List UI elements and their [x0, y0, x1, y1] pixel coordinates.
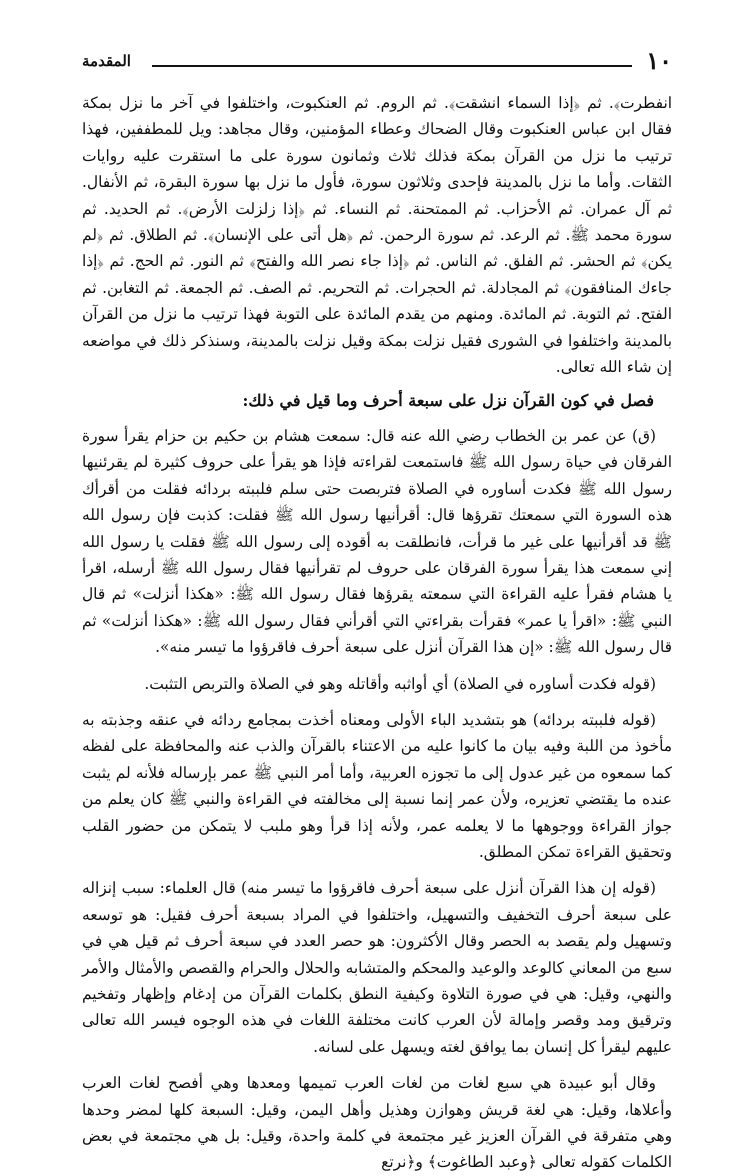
section-heading: فصل في كون القرآن نزل على سبعة أحرف وما قيل في ذلك:	[242, 391, 654, 411]
header-rule	[152, 65, 632, 67]
page-number: ١٠	[646, 46, 672, 75]
section-title: المقدمة	[82, 52, 131, 70]
paragraph-hadith-umar: (ق) عن عمر بن الخطاب رضي الله عنه قال: سمعت هشام بن حكيم بن حزام يقرأ سورة الفرقان في حياة رسول الله ﷺ فاستمعت لقراءته فإذا هو يقرأ على حروف كثيرة لم يقرئنيها رسول الله ﷺ فكدت أساوره في الصلاة فتربصت حتى سلم فلببته بردائه فقلت من أقرأك هذه السورة التي سمعتك تقرؤها قال: أقرأنيها رسول الله ﷺ فقلت: كذبت فإن رسول الله ﷺ قد أقرأنيها على غير ما قرأت، فانطلقت به أقوده إلى رسول الله ﷺ فقلت يا رسول الله إني سمعت هذا يقرأ سورة الفرقان على حروف لم تقرأنيها فقال رسول الله ﷺ أرسله، اقرأ يا هشام فقرأ عليه القراءة التي سمعته يقرؤها فقال رسول الله ﷺ: «هكذا أنزلت» ثم قال النبي ﷺ: «اقرأ يا عمر» فقرأت بقراءتي التي أقرأني فقال رسول الله ﷺ: «هكذا أنزلت» ثم قال رسول الله ﷺ: «إن هذا القرآن أنزل على سبعة أحرف فاقرؤوا ما تيسر منه».	[82, 426, 672, 657]
body-text	[82, 90, 672, 1176]
paragraph-makki-madani-order: انفطرت﴾. ثم ﴿إذا السماء انشقت﴾. ثم الروم. ثم العنكبوت، واختلفوا في آخر ما نزل بمكة فقال ابن عباس العنكبوت وقال الضحاك وعطاء المؤمنين، وقال مجاهد: ويل للمطففين، فهذا ترتيب ما نزل من القرآن بمكة فذلك ثلاث وثمانون سورة على ما استقرت عليه روايات الثقات. وأما ما نزل بالمدينة فإحدى وثلاثون سورة، فأول ما نزل بها سورة البقرة، ثم الأنفال. ثم آل عمران. ثم الأحزاب. ثم الممتحنة. ثم النساء. ثم ﴿إذا زلزلت الأرض﴾. ثم الحديد. ثم سورة محمد ﷺ. ثم الرعد. ثم سورة الرحمن. ثم ﴿هل أتى على الإنسان﴾. ثم الطلاق. ثم ﴿لم يكن﴾ ثم الحشر. ثم الفلق. ثم الناس. ثم ﴿إذا جاء نصر الله والفتح﴾ ثم النور. ثم الحج. ثم ﴿إذا جاءك المنافقون﴾ ثم المجادلة. ثم الحجرات. ثم التحريم. ثم الصف. ثم الجمعة. ثم التغابن. ثم الفتح. ثم التوبة. ثم المائدة. ومنهم من يقدم المائدة على التوبة فهذا ترتيب ما نزل من القرآن بالمدينة واختلفوا في الشورى فقيل نزلت بمكة وقيل نزلت بالمدينة، وسنذكر ذلك في مواضعه إن شاء الله تعالى.	[82, 94, 672, 377]
paragraph-commentary-asawiruhu: (قوله فكدت أساوره في الصلاة) أي أواثبه وأقاتله وهو في الصلاة والتربص التثبت.	[144, 674, 656, 693]
paragraph-abu-ubayda: وقال أبو عبيدة هي سبع لغات من لغات العرب تميمها ومعدها وهي أفصح لغات العرب وأعلاها، وقيل: هي لغة قريش وهوازن وهذيل وأهل اليمن، وقيل: السبعة كلها لمضر وحدها وهي متفرقة في القرآن العزيز غير مجتمعة في كلمة واحدة، وقيل: بل هي مجتمعة في بعض الكلمات كقوله تعالى ﴿وعبد الطاغوت﴾ و﴿نرتع	[82, 1074, 672, 1172]
running-header	[82, 44, 672, 78]
paragraph-commentary-seven-ahruf: (قوله إن هذا القرآن أنزل على سبعة أحرف فاقرؤوا ما تيسر منه) قال العلماء: سبب إنزاله على سبعة أحرف التخفيف والتسهيل، واختلفوا في المراد بسبعة أحرف فقيل: هو توسعه وتسهيل ولم يقصد به الحصر وقال الأكثرون: هو حصر العدد في سبعة أحرف ثم قيل هي في سبع من المعاني كالوعد والوعيد والمحكم والمتشابه والحلال والحرام والقصص والأمثال والأمر والنهي، وقيل: هي في صورة التلاوة وكيفية النطق بكلمات القرآن من إدغام وإظهار وتفخيم وترقيق ومد وقصر وإمالة لأن العرب كانت مختلفة اللغات في هذه الوجوه فيسر الله تعالى عليهم ليقرأ كل إنسان بما يوافق لغته ويسهل على لسانه.	[82, 879, 672, 1056]
paragraph-commentary-labbabtuhu: (قوله فلببته بردائه) هو بتشديد الباء الأولى ومعناه أخذت بمجامع ردائه في عنقه وجذبته به مأخوذ من اللبة وفيه بيان ما كانوا عليه من الاعتناء بالقرآن والذب عنه والمحافظة على لفظه كما سمعوه من غير عدول إلى ما تجوزه العربية، وأما أمر النبي ﷺ عمر بإرساله فلأنه لم يثبت عنده ما يقتضي تعزيره، ولأن عمر إنما نسبة إلى مخالفته في القراءة والنبي ﷺ كان يعلم من جواز القراءة ووجوهها ما لا يعلمه عمر، ولأنه إذا قرأ وهو ملبب لا يتمكن من حضور القلب وتحقيق القراءة تمكن المطلق.	[82, 710, 672, 861]
